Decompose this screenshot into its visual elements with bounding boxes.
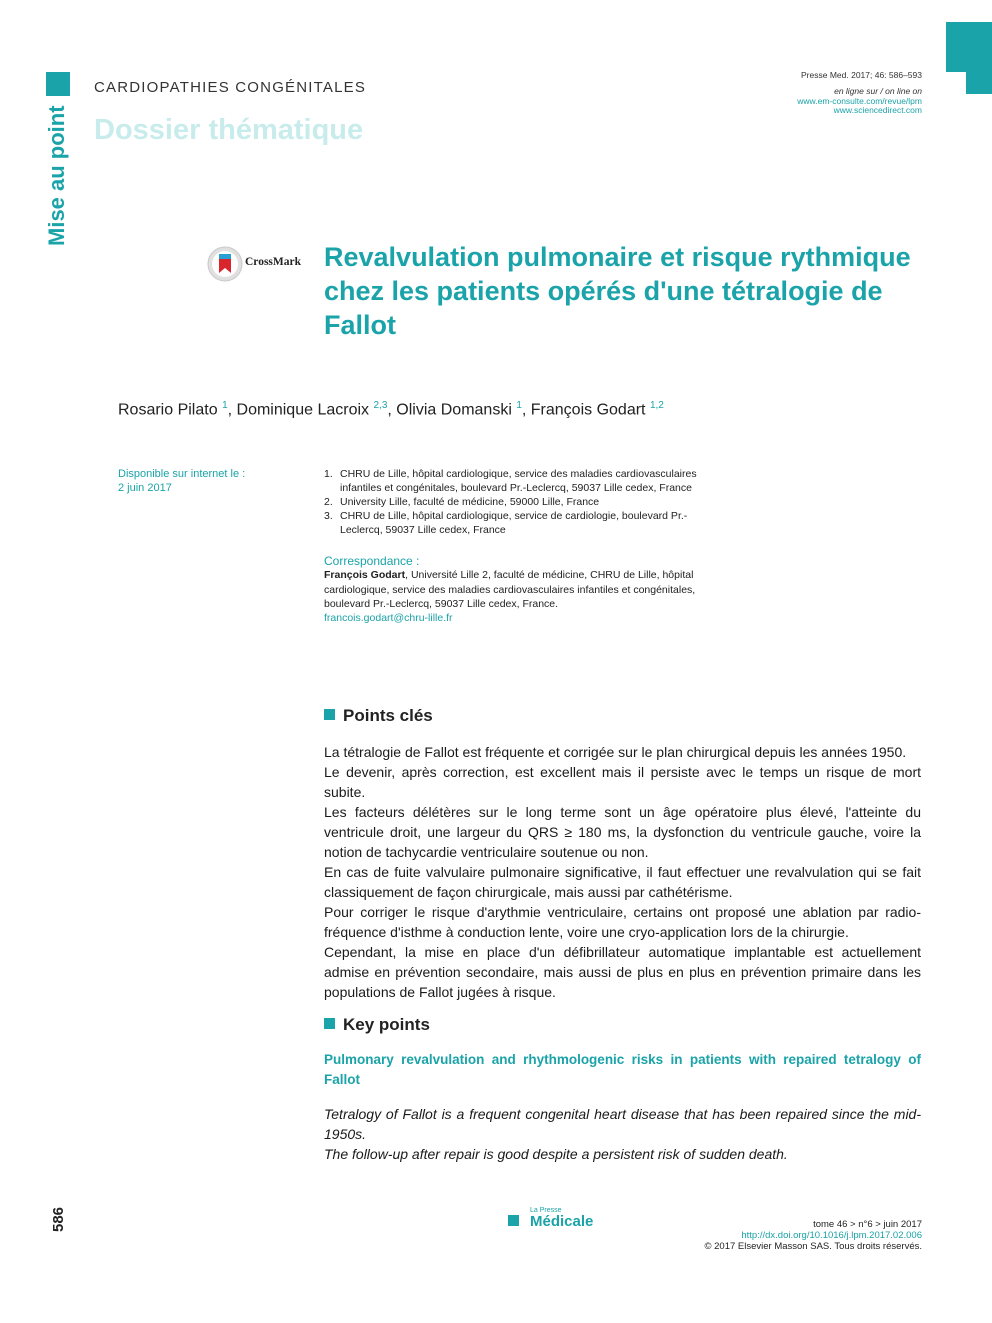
logo-square <box>508 1215 519 1226</box>
correspondence-label: Correspondance : <box>324 554 420 568</box>
affiliation-item: 2. University Lille, faculté de médicine, 59000 Lille, France <box>324 496 600 508</box>
correspondence-block <box>324 554 724 625</box>
dossier-title: Dossier thématique <box>94 114 364 146</box>
key-points-body <box>324 1104 921 1164</box>
affiliation-item: 3. CHRU de Lille, hôpital cardiologique, service de cardiologie, boulevard Pr.-Leclercq, 59037 Lille cedex, France <box>324 510 688 536</box>
paragraph: En cas de fuite valvulaire pulmonaire significative, il faut effectuer une revalvulation qui se fait classiquement de façon chirurgicale, mais aussi par cathétérisme. <box>324 864 921 900</box>
paragraph: Cependant, la mise en place d'un défibrillateur automatique implantable est actuellement admise en prévention secondaire, mais aussi de plus en plus en prévention primaire dans les populations de Fallot jugées à risque. <box>324 944 921 1000</box>
paragraph: La tétralogie de Fallot est fréquente et corrigée sur le plan chirurgical depuis les années 1950. <box>324 744 907 760</box>
author-list: Rosario Pilato $^1$, Dominique Lacroix $^{2,3}$, Olivia Domanski $^1$, François Godart $^{1,2}$ <box>118 400 664 419</box>
corner-notch <box>946 72 966 94</box>
section-bullet-square <box>324 1018 335 1029</box>
key-points-english-title: Pulmonary revalvulation and rhythmologenic risks in patients with repaired tetralogy of Fallot <box>324 1052 921 1087</box>
correspondence-address: François Godart, Université Lille 2, faculté de médicine, CHRU de Lille, hôpital cardiologique, service des maladies cardiovasculaires infantiles et congénitales, boulevard Pr.-Leclercq, 59037 Lille cedex, France. <box>324 569 696 610</box>
copyright: © 2017 Elsevier Masson SAS. Tous droits réservés. <box>704 1241 922 1252</box>
author-affiliation-ref: 1,2 <box>649 400 664 411</box>
paragraph: Les facteurs délétères sur le long terme sont un âge opératoire plus élevé, l'atteinte du ventricule droit, une largeur du QRS ≥ 180 ms, la dysfonction du ventricule gauche, voire la notion de tachycardie ventriculaire soutenue ou non. <box>324 804 921 860</box>
correspondence-name: François Godart <box>324 569 406 582</box>
paragraph: Le devenir, après correction, est excellent mais il persiste avec le temps un risque de mort subite. <box>324 764 921 800</box>
footer-info <box>704 1219 922 1252</box>
paragraph: Pour corriger le risque d'arythmie ventriculaire, certains ont proposé une ablation par radio-fréquence d'isthme à conduction lente, voire une cryo-application lors de la chirurgie. <box>324 904 921 940</box>
author-name: Rosario Pilato <box>118 401 218 419</box>
section-title: CARDIOPATHIES CONGÉNITALES <box>94 79 367 96</box>
author-affiliation-ref: 1 <box>222 400 228 411</box>
doi-link[interactable]: http://dx.doi.org/10.1016/j.lpm.2017.02.006 <box>741 1230 922 1241</box>
crossmark-icon <box>206 245 244 283</box>
availability-info <box>118 467 298 495</box>
section-bullet-square <box>324 709 335 720</box>
author-affiliation-ref: 2,3 <box>373 400 388 411</box>
paragraph: Tetralogy of Fallot is a frequent congenital heart disease that has been repaired since the mid-1950s. <box>324 1106 921 1142</box>
journal-reference: Presse Med. 2017; 46: 586–593 <box>801 70 922 80</box>
affiliation-item: 1. CHRU de Lille, hôpital cardiologique, service des maladies cardiovasculaires infantiles et congénitales, boulevard Pr.-Leclercq, 59037 Lille cedex, France <box>324 468 697 494</box>
paragraph: The follow-up after repair is good despite a persistent risk of sudden death. <box>324 1146 788 1162</box>
logo-main-text: Médicale <box>530 1213 594 1230</box>
page-number: 586 <box>50 1206 67 1232</box>
affiliations-list <box>324 467 724 537</box>
journal-url-link[interactable]: www.em-consulte.com/revue/lpm <box>797 96 922 106</box>
availability-label: Disponible sur internet le : <box>118 468 246 480</box>
article-title: Revalvulation pulmonaire et risque rythmique chez les patients opérés d'une tétralogie de Fallot <box>324 242 911 340</box>
correspondence-email-link[interactable]: francois.godart@chru-lille.fr <box>324 612 453 625</box>
crossmark-badge[interactable] <box>206 245 306 281</box>
journal-logo <box>508 1207 608 1233</box>
crossmark-label: CrossMark <box>245 256 302 268</box>
author-name: François Godart <box>530 401 646 419</box>
author-name: Olivia Domanski <box>396 401 512 419</box>
points-cles-body <box>324 742 921 1002</box>
issue-info: tome 46 > n°6 > juin 2017 <box>813 1219 922 1230</box>
sciencedirect-link[interactable]: www.sciencedirect.com <box>833 105 922 115</box>
author-name: Dominique Lacroix <box>236 401 370 419</box>
points-cles-heading: Points clés <box>324 706 433 726</box>
logo-small-text: La Presse <box>530 1207 562 1214</box>
side-square-decoration <box>46 72 70 96</box>
side-label: Mise au point <box>44 105 69 246</box>
key-points-heading: Key points <box>324 1015 430 1035</box>
availability-date: 2 juin 2017 <box>118 482 172 494</box>
online-label: en ligne sur / on line on <box>834 86 922 96</box>
author-affiliation-ref: 1 <box>516 400 522 411</box>
